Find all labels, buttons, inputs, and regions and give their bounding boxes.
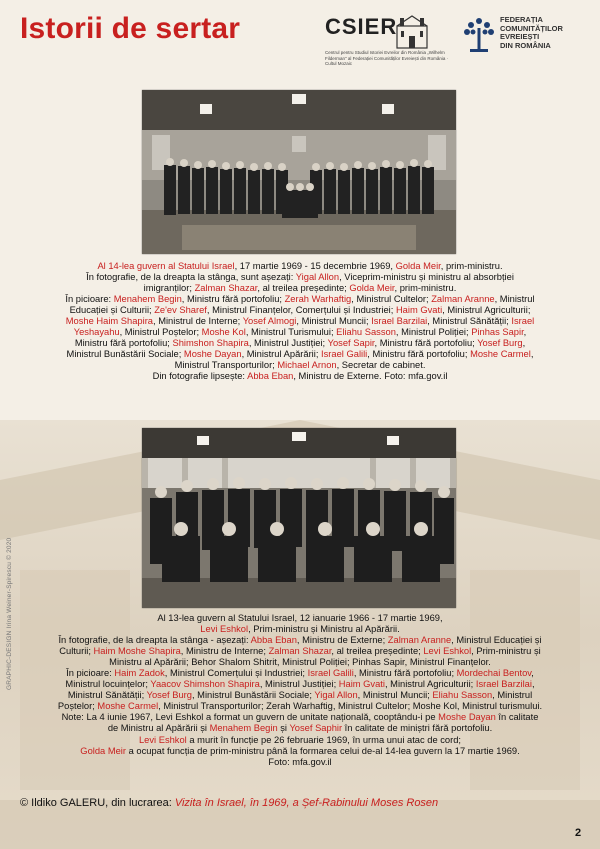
- caption-text: , prim-ministru.: [440, 261, 503, 271]
- caption-text: , Ministru fără portofoliu;: [367, 349, 471, 360]
- caption-line: [40, 272, 560, 283]
- fcer-logo-text: [500, 16, 563, 50]
- csier-logo: [325, 12, 453, 68]
- caption-text: Ministrul Bunăstării Sociale;: [66, 349, 184, 360]
- photo-1-caption: [40, 261, 560, 383]
- synagogue-building-icon: [393, 12, 431, 50]
- caption-text: Din fotografie lipsește:: [152, 371, 248, 382]
- person-name: Yigal Allon: [295, 272, 340, 283]
- caption-text: Poștelor;: [57, 701, 98, 712]
- caption-text: , Ministrul Apărării;: [241, 349, 322, 360]
- person-name: Eliahu Sasson: [336, 327, 396, 338]
- caption-text: , Ministrul Agriculturii;: [384, 679, 476, 690]
- caption-text: , Ministrul Transporturilor; Zerah Warhaftig, Ministrul Cultelor; Moshe Kol, Ministrul turismului.: [158, 701, 543, 712]
- page-title: Istorii de sertar: [20, 12, 241, 45]
- person-name: Moshe Dayan: [183, 349, 242, 360]
- caption-line: [40, 316, 560, 327]
- caption-text: , Ministru de Externe;: [296, 635, 388, 646]
- caption-line: [40, 735, 560, 746]
- person-name: Israel: [511, 316, 535, 327]
- person-name: Levi Eshkol: [138, 734, 187, 745]
- caption-text: , Ministru fără portofoliu;: [353, 668, 457, 679]
- fcer-line-3: EVREIEȘTI: [500, 32, 540, 41]
- caption-text: , Ministrul Agriculturii;: [442, 305, 531, 316]
- person-name: Israel Barzilai: [371, 316, 428, 327]
- person-name: Israel Barzilai: [475, 679, 532, 690]
- caption-line: [40, 723, 560, 734]
- caption-text: , Ministrul Poliției;: [395, 327, 472, 338]
- caption-text: În fotografie, de la dreapta la stânga, sunt așezați:: [86, 272, 296, 283]
- person-name: Al 14-lea guvern al Statului Israel: [97, 261, 235, 271]
- caption-text: ,: [531, 668, 534, 679]
- caption-line: [40, 338, 560, 349]
- page-number: 2: [575, 827, 582, 839]
- caption-text: Educației și Culturii;: [69, 305, 155, 316]
- caption-text: ,: [522, 338, 526, 349]
- caption-text: a ocupat funcția de prim-ministru până la formarea celui de-al 14-lea guvern la 17 martie 1969.: [126, 745, 520, 756]
- person-name: Ze'ev Sharef: [154, 305, 207, 316]
- caption-text: , Ministrul Justiției;: [248, 338, 328, 349]
- caption-text: Ministru al Apărării; Behor Shalom Shitrit, Ministrul Poliției; Pinhas Sapir, Ministrul Finanțelor.: [109, 657, 491, 668]
- caption-text: , Ministrul Bunăstării Sociale;: [191, 690, 315, 701]
- caption-line: [40, 305, 560, 316]
- caption-line: [40, 668, 560, 679]
- caption-line: [40, 701, 560, 712]
- person-name: Yigal Allon: [314, 690, 358, 701]
- caption-text: , Ministrul Poștelor;: [119, 327, 202, 338]
- caption-line: [40, 679, 560, 690]
- caption-text: Ministrul Transporturilor;: [174, 360, 278, 371]
- person-name: Haim Moshe Shapira: [93, 646, 181, 657]
- caption-text: , Ministrul Finanțelor, Comerțului și Industriei;: [206, 305, 396, 316]
- caption-line: [40, 261, 560, 272]
- caption-line: [40, 635, 560, 646]
- person-name: Menahem Begin: [113, 294, 182, 305]
- author-credit: [20, 797, 438, 809]
- person-name: Yosef Burg: [477, 338, 523, 349]
- person-name: Haim Gvati: [395, 305, 443, 316]
- caption-text: Al 13-lea guvern al Statului Israel, 12 ianuarie 1966 - 17 martie 1969,: [157, 613, 443, 623]
- caption-text: , Prim-ministru și Ministru al Apărării.: [248, 624, 400, 635]
- caption-text: , Ministrul Muncii;: [296, 316, 372, 327]
- photo-2-caption: [40, 613, 560, 768]
- csier-logo-text: CSIER: [325, 14, 398, 39]
- caption-text: , Ministrul Comerțului și Industriei;: [164, 668, 308, 679]
- person-name: Moshe Kol: [201, 327, 246, 338]
- caption-text: , Ministrul Justiției;: [259, 679, 339, 690]
- person-name: Yaacov Shimshon Shapira: [150, 679, 260, 690]
- credit-work-title: Vizita în Israel, în 1969, a Șef-Rabinului Moses Rosen: [174, 797, 439, 809]
- caption-line: [40, 371, 560, 382]
- person-name: Michael Arnon: [277, 360, 337, 371]
- person-name: Zalman Aranne: [387, 635, 452, 646]
- caption-text: În picioare:: [65, 294, 114, 305]
- caption-line: [40, 657, 560, 668]
- person-name: Yosef Saphir: [289, 723, 343, 734]
- fcer-line-2: COMUNITĂȚILOR: [500, 23, 563, 33]
- person-name: Eliahu Sasson: [432, 690, 493, 701]
- caption-line: [40, 327, 560, 338]
- person-name: Yosef Sapir: [327, 338, 375, 349]
- caption-text: În fotografie, de la dreapta la stânga - așezați:: [58, 635, 251, 646]
- caption-text: , Ministrul: [492, 690, 533, 701]
- caption-text: Ministru fără portofoliu;: [74, 338, 173, 349]
- caption-text: ,: [531, 679, 535, 690]
- person-name: Shimshon Shapira: [172, 338, 249, 349]
- caption-line: [40, 646, 560, 657]
- person-name: Yosef Almogi: [242, 316, 297, 327]
- caption-text: a murit în funcție pe 26 februarie 1969, în urma unui atac de cord;: [186, 734, 462, 745]
- person-name: Golda Meir: [349, 283, 395, 294]
- caption-line: [40, 613, 560, 624]
- fcer-line-4: DIN ROMÂNIA: [500, 40, 551, 50]
- person-name: Moshe Dayan: [438, 712, 496, 723]
- caption-text: , Ministru de Externe. Foto: mfa.gov.il: [293, 371, 448, 382]
- fcer-logo: [456, 14, 596, 64]
- caption-text: , Prim-ministru și: [471, 646, 541, 657]
- caption-text: , al treilea președinte;: [257, 283, 350, 294]
- person-name: Abba Eban: [247, 371, 294, 382]
- caption-text: și: [277, 723, 290, 734]
- person-name: Moshe Carmel: [470, 349, 531, 360]
- person-name: Zalman Shazar: [268, 646, 332, 657]
- person-name: Levi Eshkol: [423, 646, 472, 657]
- person-name: Zalman Shazar: [194, 283, 258, 294]
- caption-text: în calitate: [495, 712, 539, 723]
- person-name: Zalman Aranne: [431, 294, 495, 305]
- caption-text: ,: [523, 327, 527, 338]
- caption-text: , Ministru fără portofoliu;: [181, 294, 285, 305]
- person-name: Yeshayahu: [73, 327, 120, 338]
- caption-text: , Ministru de Interne;: [180, 646, 269, 657]
- person-name: Menahem Begin: [209, 723, 278, 734]
- caption-text: , 17 martie 1969 - 15 decembrie 1969,: [234, 261, 396, 271]
- caption-text: imigranților;: [143, 283, 195, 294]
- caption-line: [40, 294, 560, 305]
- person-name: Levi Eshkol: [200, 624, 249, 635]
- person-name: Golda Meir: [395, 261, 441, 271]
- person-name: Abba Eban: [250, 635, 297, 646]
- person-name: Israel Galili: [307, 668, 354, 679]
- caption-text: , Ministrul Turismului;: [245, 327, 337, 338]
- caption-text: în calitate de miniștri fără portofoliu.: [342, 723, 493, 734]
- credit-prefix: © Ildiko GALERU, din lucrarea:: [20, 797, 175, 809]
- fcer-line-1: FEDERAȚIA: [500, 15, 543, 24]
- caption-text: de Ministru al Apărării și: [107, 723, 210, 734]
- person-name: Moshe Carmel: [97, 701, 159, 712]
- person-name: Pinhas Sapir: [471, 327, 524, 338]
- caption-line: [40, 624, 560, 635]
- person-name: Zerah Warhaftig: [284, 294, 352, 305]
- caption-text: , Ministrul Educației și: [451, 635, 542, 646]
- caption-text: , Viceprim-ministru și ministru al absorbției: [339, 272, 514, 283]
- caption-line: [40, 349, 560, 360]
- caption-text: , prim-ministru.: [394, 283, 457, 294]
- caption-text: , Ministrul Muncii;: [357, 690, 433, 701]
- caption-text: , Ministrul de Interne;: [153, 316, 243, 327]
- caption-text: Ministrul Sănătății;: [67, 690, 147, 701]
- government-photo-1966: [142, 428, 456, 608]
- caption-text: Ministrul locuințelor;: [65, 679, 151, 690]
- caption-line: [40, 746, 560, 757]
- caption-text: , Ministrul Sănătății;: [427, 316, 512, 327]
- caption-text: ,: [530, 349, 534, 360]
- design-credit: GRAPHIC-DESIGN Irina Weiner-Spirescu © 2020: [6, 537, 13, 690]
- person-name: Moshe Haim Shapira: [65, 316, 153, 327]
- person-name: Yosef Burg: [146, 690, 192, 701]
- caption-text: Note: La 4 iunie 1967, Levi Eshkol a format un guvern de unitate națională, cooptându-i pe: [61, 712, 439, 723]
- caption-text: , Ministru fără portofoliu;: [374, 338, 478, 349]
- caption-text: În picioare:: [66, 668, 115, 679]
- csier-logo-subtitle: Centrul pentru Studiul Istoriei Evreilor din România „Wilhelm Filderman" al Federației Comunităților Evreiești din România · Cultul Mozaic: [325, 50, 449, 66]
- caption-line: [40, 757, 560, 768]
- caption-text: , Secretar de cabinet.: [336, 360, 426, 371]
- caption-text: , Ministrul: [494, 294, 535, 305]
- person-name: Golda Meir: [80, 745, 126, 756]
- person-name: Mordechai Bentov: [456, 668, 532, 679]
- caption-text: Culturii;: [59, 646, 94, 657]
- government-photo-1969: [142, 90, 456, 254]
- person-name: Haim Zadok: [114, 668, 165, 679]
- tree-menorah-icon: [462, 16, 496, 54]
- caption-text: Foto: mfa.gov.il: [268, 756, 332, 767]
- caption-line: [40, 360, 560, 371]
- caption-line: [40, 283, 560, 294]
- person-name: Israel Galili: [321, 349, 368, 360]
- caption-line: [40, 712, 560, 723]
- caption-line: [40, 690, 560, 701]
- caption-text: , Ministrul Cultelor;: [351, 294, 432, 305]
- caption-text: , al treilea președinte;: [331, 646, 424, 657]
- person-name: Haim Gvati: [338, 679, 385, 690]
